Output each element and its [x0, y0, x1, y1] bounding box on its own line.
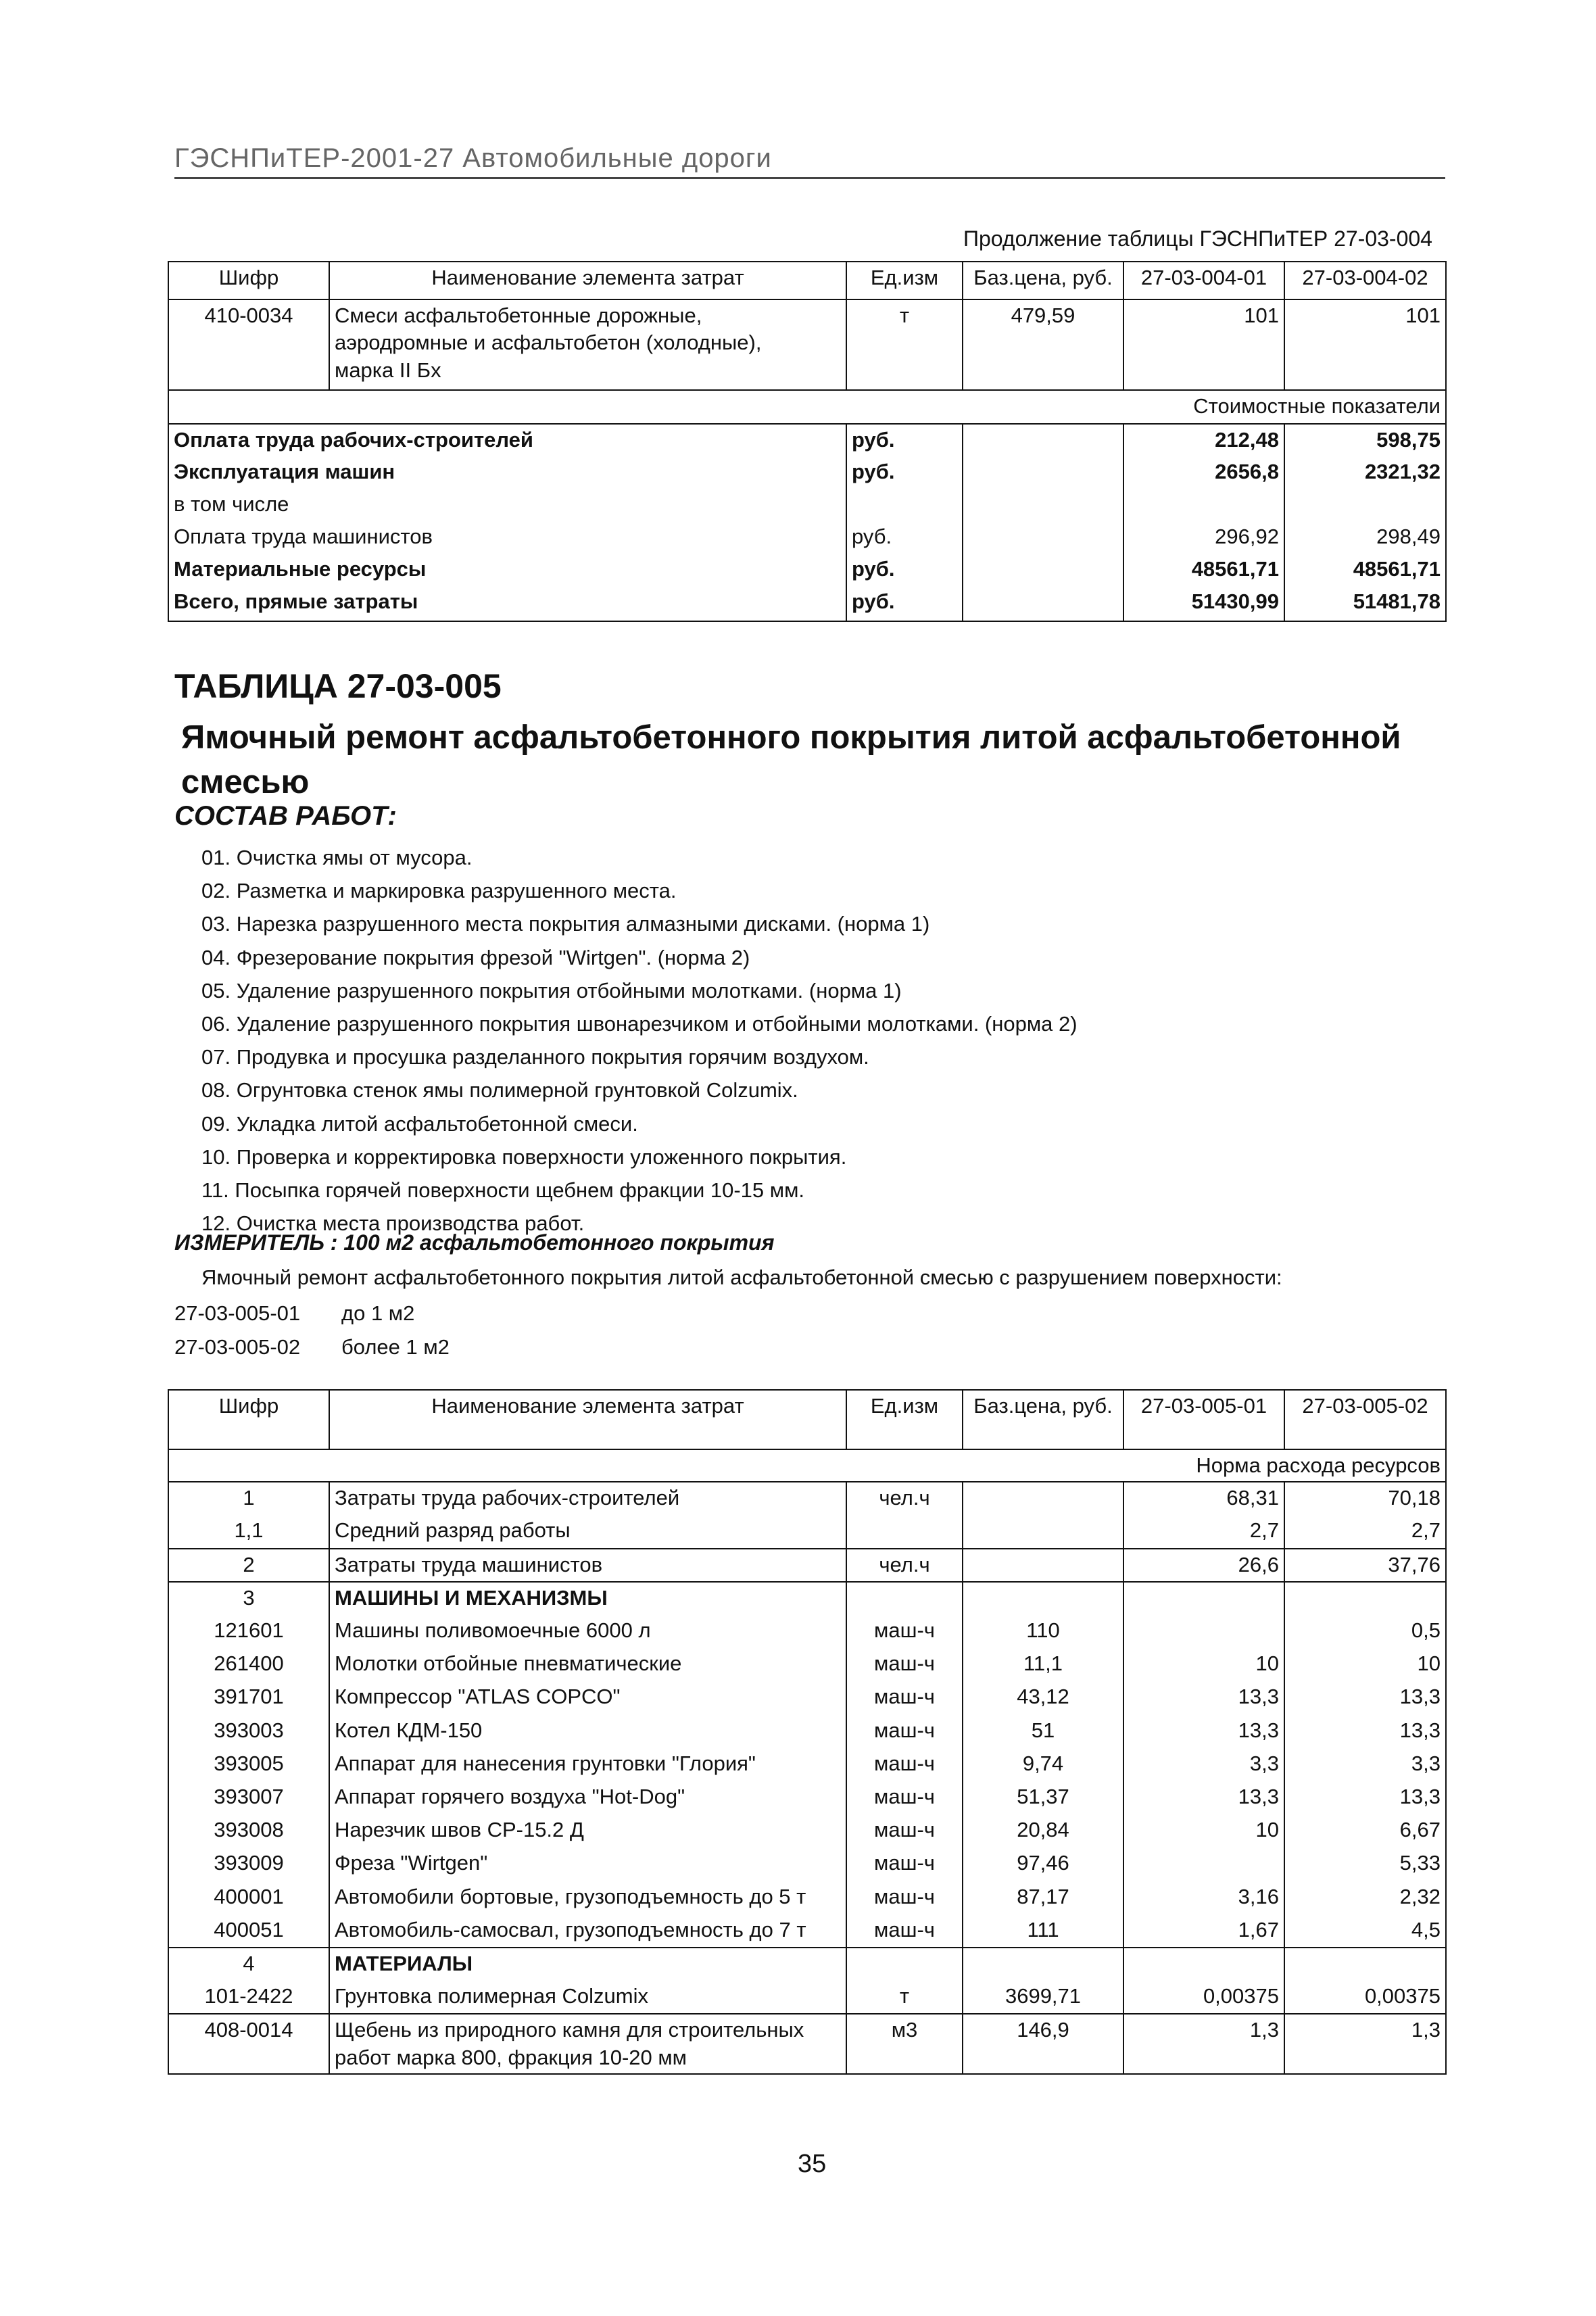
list-item: 10. Проверка и корректировка поверхности уложенного покрытия. [201, 1144, 847, 1169]
cell-price [963, 521, 1123, 554]
column-header: Ед.изм [846, 262, 963, 299]
cell-unit [846, 1948, 963, 1981]
column-header: Наименование элемента затрат [329, 1390, 846, 1449]
cell-value-2: 598,75 [1284, 424, 1446, 456]
cell-value-1: 13,3 [1123, 1781, 1284, 1814]
cell-unit: руб. [846, 586, 963, 621]
resource-rows [168, 1482, 1446, 2014]
cell-unit: маш-ч [846, 1814, 963, 1848]
variant-item [174, 1297, 450, 1330]
list-item: 11. Посыпка горячей поверхности щебнем фракции 10-15 мм. [201, 1178, 805, 1203]
cell-code: 410-0034 [168, 299, 329, 390]
works-heading: СОСТАВ РАБОТ: [174, 801, 397, 831]
cell-value-2 [1284, 1948, 1446, 1981]
cell-unit: руб. [846, 424, 963, 456]
cell-value-2: 51481,78 [1284, 586, 1446, 621]
cell-value-1 [1123, 1615, 1284, 1648]
table-header-row [168, 1390, 1446, 1449]
table-row [168, 1549, 1446, 1582]
cell-value-2: 298,49 [1284, 521, 1446, 554]
list-item: 12. Очистка места производства работ. [201, 1211, 585, 1236]
cell-price: 43,12 [963, 1681, 1123, 1714]
table-row [168, 1948, 1446, 1981]
cell-value-1 [1123, 1948, 1284, 1981]
cell-price: 3699,71 [963, 1981, 1123, 2014]
cell-price [963, 1582, 1123, 1615]
table-row [168, 1781, 1446, 1814]
section-label-row [168, 390, 1446, 424]
cell-value-2: 0,00375 [1284, 1981, 1446, 2014]
meter-label: ИЗМЕРИТЕЛЬ : 100 м2 асфальтобетонного покрытия [174, 1230, 775, 1255]
list-item: 01. Очистка ямы от мусора. [201, 846, 473, 869]
cell-value-2: 0,5 [1284, 1615, 1446, 1648]
cell-value-2: 101 [1284, 299, 1446, 390]
table-row [168, 1848, 1446, 1881]
cell-unit: маш-ч [846, 1615, 963, 1648]
table-row [168, 1748, 1446, 1781]
variant-label: до 1 м2 [341, 1301, 415, 1325]
cell-value-1: 212,48 [1123, 424, 1284, 456]
cell-unit [846, 1582, 963, 1615]
cell-name: Автомобиль-самосвал, грузоподъемность до 7 т [329, 1914, 846, 1948]
cell-value-1: 101 [1123, 299, 1284, 390]
cell-code: 121601 [168, 1615, 329, 1648]
table-row [168, 1615, 1446, 1648]
cell-price [963, 586, 1123, 621]
cell-code: 393008 [168, 1814, 329, 1848]
cell-value-1: 51430,99 [1123, 586, 1284, 621]
table-row [168, 1814, 1446, 1848]
table-row [168, 1515, 1446, 1548]
cell-value-1: 68,31 [1123, 1482, 1284, 1515]
table-row [168, 424, 1446, 456]
cell-value-2: 48561,71 [1284, 554, 1446, 586]
cell-code: 1,1 [168, 1515, 329, 1548]
cell-price: 9,74 [963, 1748, 1123, 1781]
cell-price: 87,17 [963, 1881, 1123, 1914]
meter-description: Ямочный ремонт асфальтобетонного покрытия литой асфальтобетонной смесью с разрушением поверхности: [201, 1265, 1282, 1289]
table-row [168, 586, 1446, 621]
table-row [168, 554, 1446, 586]
variant-label: более 1 м2 [341, 1335, 450, 1359]
column-header: 27-03-005-02 [1284, 1390, 1446, 1449]
cell-value-1 [1123, 489, 1284, 521]
table-header-row [168, 262, 1446, 299]
cell-name: Автомобили бортовые, грузоподъемность до 5 т [329, 1881, 846, 1914]
cell-unit: руб. [846, 456, 963, 489]
cell-name: Всего, прямые затраты [168, 586, 846, 621]
cell-name: Грунтовка полимерная Colzumix [329, 1981, 846, 2014]
cell-price [963, 456, 1123, 489]
cell-unit: маш-ч [846, 1848, 963, 1881]
name-line: Смеси асфальтобетонные дорожные, [335, 304, 702, 327]
cell-unit: маш-ч [846, 1881, 963, 1914]
column-header: 27-03-005-01 [1123, 1390, 1284, 1449]
cell-code: 1 [168, 1482, 329, 1515]
cell-name: в том числе [168, 489, 846, 521]
resource-table-27-03-005 [168, 1389, 1447, 2075]
cell-code: 393007 [168, 1781, 329, 1814]
cell-value-2: 2,7 [1284, 1515, 1446, 1548]
cell-price [963, 1948, 1123, 1981]
cell-value-1: 3,3 [1123, 1748, 1284, 1781]
cell-name: МАТЕРИАЛЫ [329, 1948, 846, 1981]
cell-value-2: 5,33 [1284, 1848, 1446, 1881]
cell-value-1: 48561,71 [1123, 554, 1284, 586]
cell-unit: маш-ч [846, 1648, 963, 1681]
running-header: ГЭСНПиТЕР-2001-27 Автомобильные дороги [174, 143, 772, 173]
cell-value-2 [1284, 1582, 1446, 1615]
table-continuation-caption: Продолжение таблицы ГЭСНПиТЕР 27-03-004 [963, 226, 1432, 251]
cell-unit: маш-ч [846, 1715, 963, 1748]
cell-value-2: 13,3 [1284, 1781, 1446, 1814]
cell-unit: чел.ч [846, 1482, 963, 1515]
cell-name [329, 2014, 846, 2074]
cell-price: 146,9 [963, 2014, 1123, 2074]
cell-value-2 [1284, 489, 1446, 521]
cell-value-1: 13,3 [1123, 1681, 1284, 1714]
cell-value-1: 13,3 [1123, 1715, 1284, 1748]
cell-unit: чел.ч [846, 1549, 963, 1582]
table-row [168, 299, 1446, 390]
cell-unit: маш-ч [846, 1781, 963, 1814]
cell-value-1: 3,16 [1123, 1881, 1284, 1914]
cost-table-27-03-004 [168, 261, 1447, 622]
cell-value-1: 2,7 [1123, 1515, 1284, 1548]
column-header: Шифр [168, 262, 329, 299]
cell-price: 111 [963, 1914, 1123, 1948]
cell-price [963, 489, 1123, 521]
column-header: Баз.цена, руб. [963, 1390, 1123, 1449]
cell-name: Материальные ресурсы [168, 554, 846, 586]
table-title: ТАБЛИЦА 27-03-005 [174, 667, 502, 705]
cell-value-2: 4,5 [1284, 1914, 1446, 1948]
cell-name: МАШИНЫ И МЕХАНИЗМЫ [329, 1582, 846, 1615]
header-rule [174, 177, 1445, 179]
table-row [168, 1981, 1446, 2014]
cell-value-2: 1,3 [1284, 2014, 1446, 2074]
cell-value-2: 37,76 [1284, 1549, 1446, 1582]
list-item: 07. Продувка и просушка разделанного покрытия горячим воздухом. [201, 1045, 869, 1069]
table-row [168, 1648, 1446, 1681]
cell-value-2: 13,3 [1284, 1715, 1446, 1748]
cell-code: 393003 [168, 1715, 329, 1748]
cell-price: 51,37 [963, 1781, 1123, 1814]
column-header: Наименование элемента затрат [329, 262, 846, 299]
table-row [168, 1881, 1446, 1914]
cell-unit: м3 [846, 2014, 963, 2074]
cell-name: Затраты труда рабочих-строителей [329, 1482, 846, 1515]
name-line: марка II Бх [335, 358, 441, 382]
section-label-row [168, 1449, 1446, 1482]
column-header: Баз.цена, руб. [963, 262, 1123, 299]
list-item: 03. Нарезка разрушенного места покрытия алмазными дисками. (норма 1) [201, 912, 930, 936]
cell-unit [846, 1515, 963, 1548]
cell-value-1: 1,3 [1123, 2014, 1284, 2074]
cell-price [963, 554, 1123, 586]
cell-value-1: 0,00375 [1123, 1981, 1284, 2014]
list-item: 09. Укладка литой асфальтобетонной смеси. [201, 1111, 638, 1136]
cell-price [963, 1549, 1123, 1582]
list-item: 04. Фрезерование покрытия фрезой "Wirtgen". (норма 2) [201, 945, 750, 969]
variant-list [174, 1297, 450, 1364]
cell-unit: т [846, 1981, 963, 2014]
cell-name: Аппарат для нанесения грунтовки "Глория" [329, 1748, 846, 1781]
cell-value-2: 6,67 [1284, 1814, 1446, 1848]
cell-value-1: 2656,8 [1123, 456, 1284, 489]
cell-value-1: 26,6 [1123, 1549, 1284, 1582]
table-row [168, 2014, 1446, 2074]
table-subtitle: Ямочный ремонт асфальтобетонного покрытия литой асфальтобетонной смесью [181, 719, 1401, 801]
cell-price: 20,84 [963, 1814, 1123, 1848]
table-row [168, 1715, 1446, 1748]
cell-code: 3 [168, 1582, 329, 1615]
cell-name: Аппарат горячего воздуха "Hot-Dog" [329, 1781, 846, 1814]
cell-value-1 [1123, 1848, 1284, 1881]
section-label: Норма расхода ресурсов [168, 1449, 1446, 1482]
cell-unit: маш-ч [846, 1914, 963, 1948]
cell-name: Средний разряд работы [329, 1515, 846, 1548]
cell-price: 97,46 [963, 1848, 1123, 1881]
name-line: аэродромные и асфальтобетон (холодные), [335, 331, 762, 355]
page-number: 35 [798, 2150, 827, 2178]
cell-code: 391701 [168, 1681, 329, 1714]
cell-unit: маш-ч [846, 1748, 963, 1781]
list-item: 05. Удаление разрушенного покрытия отбойными молотками. (норма 1) [201, 978, 902, 1003]
variant-code: 27-03-005-02 [174, 1335, 301, 1359]
list-item: 02. Разметка и маркировка разрушенного места. [201, 879, 677, 903]
cell-code: 400001 [168, 1881, 329, 1914]
cell-name: Эксплуатация машин [168, 456, 846, 489]
cell-unit [846, 489, 963, 521]
list-item: 08. Огрунтовка стенок ямы полимерной грунтовкой Colzumix. [201, 1078, 798, 1103]
column-header: Шифр [168, 1390, 329, 1449]
cell-value-1: 10 [1123, 1648, 1284, 1681]
cell-name: Молотки отбойные пневматические [329, 1648, 846, 1681]
cell-code: 393009 [168, 1848, 329, 1881]
cell-name: Оплата труда машинистов [168, 521, 846, 554]
column-header: 27-03-004-02 [1284, 262, 1446, 299]
cell-value-1: 296,92 [1123, 521, 1284, 554]
cell-price: 11,1 [963, 1648, 1123, 1681]
cell-value-1: 10 [1123, 1814, 1284, 1848]
works-list [201, 841, 1078, 1240]
name-line: Щебень из природного камня для строительных [335, 2018, 804, 2042]
cell-price: 479,59 [963, 299, 1123, 390]
cell-name [329, 299, 846, 390]
cell-value-2: 70,18 [1284, 1482, 1446, 1515]
cell-code: 4 [168, 1948, 329, 1981]
cell-value-2: 2321,32 [1284, 456, 1446, 489]
table-row [168, 1681, 1446, 1714]
column-header: Ед.изм [846, 1390, 963, 1449]
cell-name: Оплата труда рабочих-строителей [168, 424, 846, 456]
cell-name: Компрессор "ATLAS COPCO" [329, 1681, 846, 1714]
cell-unit: маш-ч [846, 1681, 963, 1714]
cell-value-2: 10 [1284, 1648, 1446, 1681]
cell-code: 2 [168, 1549, 329, 1582]
cell-name: Машины поливомоечные 6000 л [329, 1615, 846, 1648]
cell-value-1 [1123, 1582, 1284, 1615]
cell-code: 408-0014 [168, 2014, 329, 2074]
cell-code: 393005 [168, 1748, 329, 1781]
cell-code: 261400 [168, 1648, 329, 1681]
table-row [168, 456, 1446, 489]
list-item: 06. Удаление разрушенного покрытия швонарезчиком и отбойными молотками. (норма 2) [201, 1012, 1078, 1036]
cell-value-2: 13,3 [1284, 1681, 1446, 1714]
name-line: работ марка 800, фракция 10-20 мм [335, 2045, 687, 2069]
table-row [168, 1914, 1446, 1948]
cell-value-1: 1,67 [1123, 1914, 1284, 1948]
cell-name: Затраты труда машинистов [329, 1549, 846, 1582]
variant-item [174, 1330, 450, 1364]
cell-unit: руб. [846, 554, 963, 586]
table-row [168, 1482, 1446, 1515]
cell-price [963, 1482, 1123, 1515]
section-label: Стоимостные показатели [168, 390, 1446, 424]
table-row [168, 1582, 1446, 1615]
cell-value-2: 3,3 [1284, 1748, 1446, 1781]
cell-price [963, 1515, 1123, 1548]
variant-code: 27-03-005-01 [174, 1301, 301, 1325]
cell-code: 400051 [168, 1914, 329, 1948]
cell-code: 101-2422 [168, 1981, 329, 2014]
cell-unit: руб. [846, 521, 963, 554]
cell-name: Фреза "Wirtgen" [329, 1848, 846, 1881]
cell-value-2: 2,32 [1284, 1881, 1446, 1914]
column-header: 27-03-004-01 [1123, 262, 1284, 299]
cell-name: Нарезчик швов СР-15.2 Д [329, 1814, 846, 1848]
cell-price [963, 424, 1123, 456]
cell-price: 110 [963, 1615, 1123, 1648]
cell-price: 51 [963, 1715, 1123, 1748]
cell-name: Котел КДМ-150 [329, 1715, 846, 1748]
table-row [168, 521, 1446, 554]
table-row [168, 489, 1446, 521]
cell-unit: т [846, 299, 963, 390]
